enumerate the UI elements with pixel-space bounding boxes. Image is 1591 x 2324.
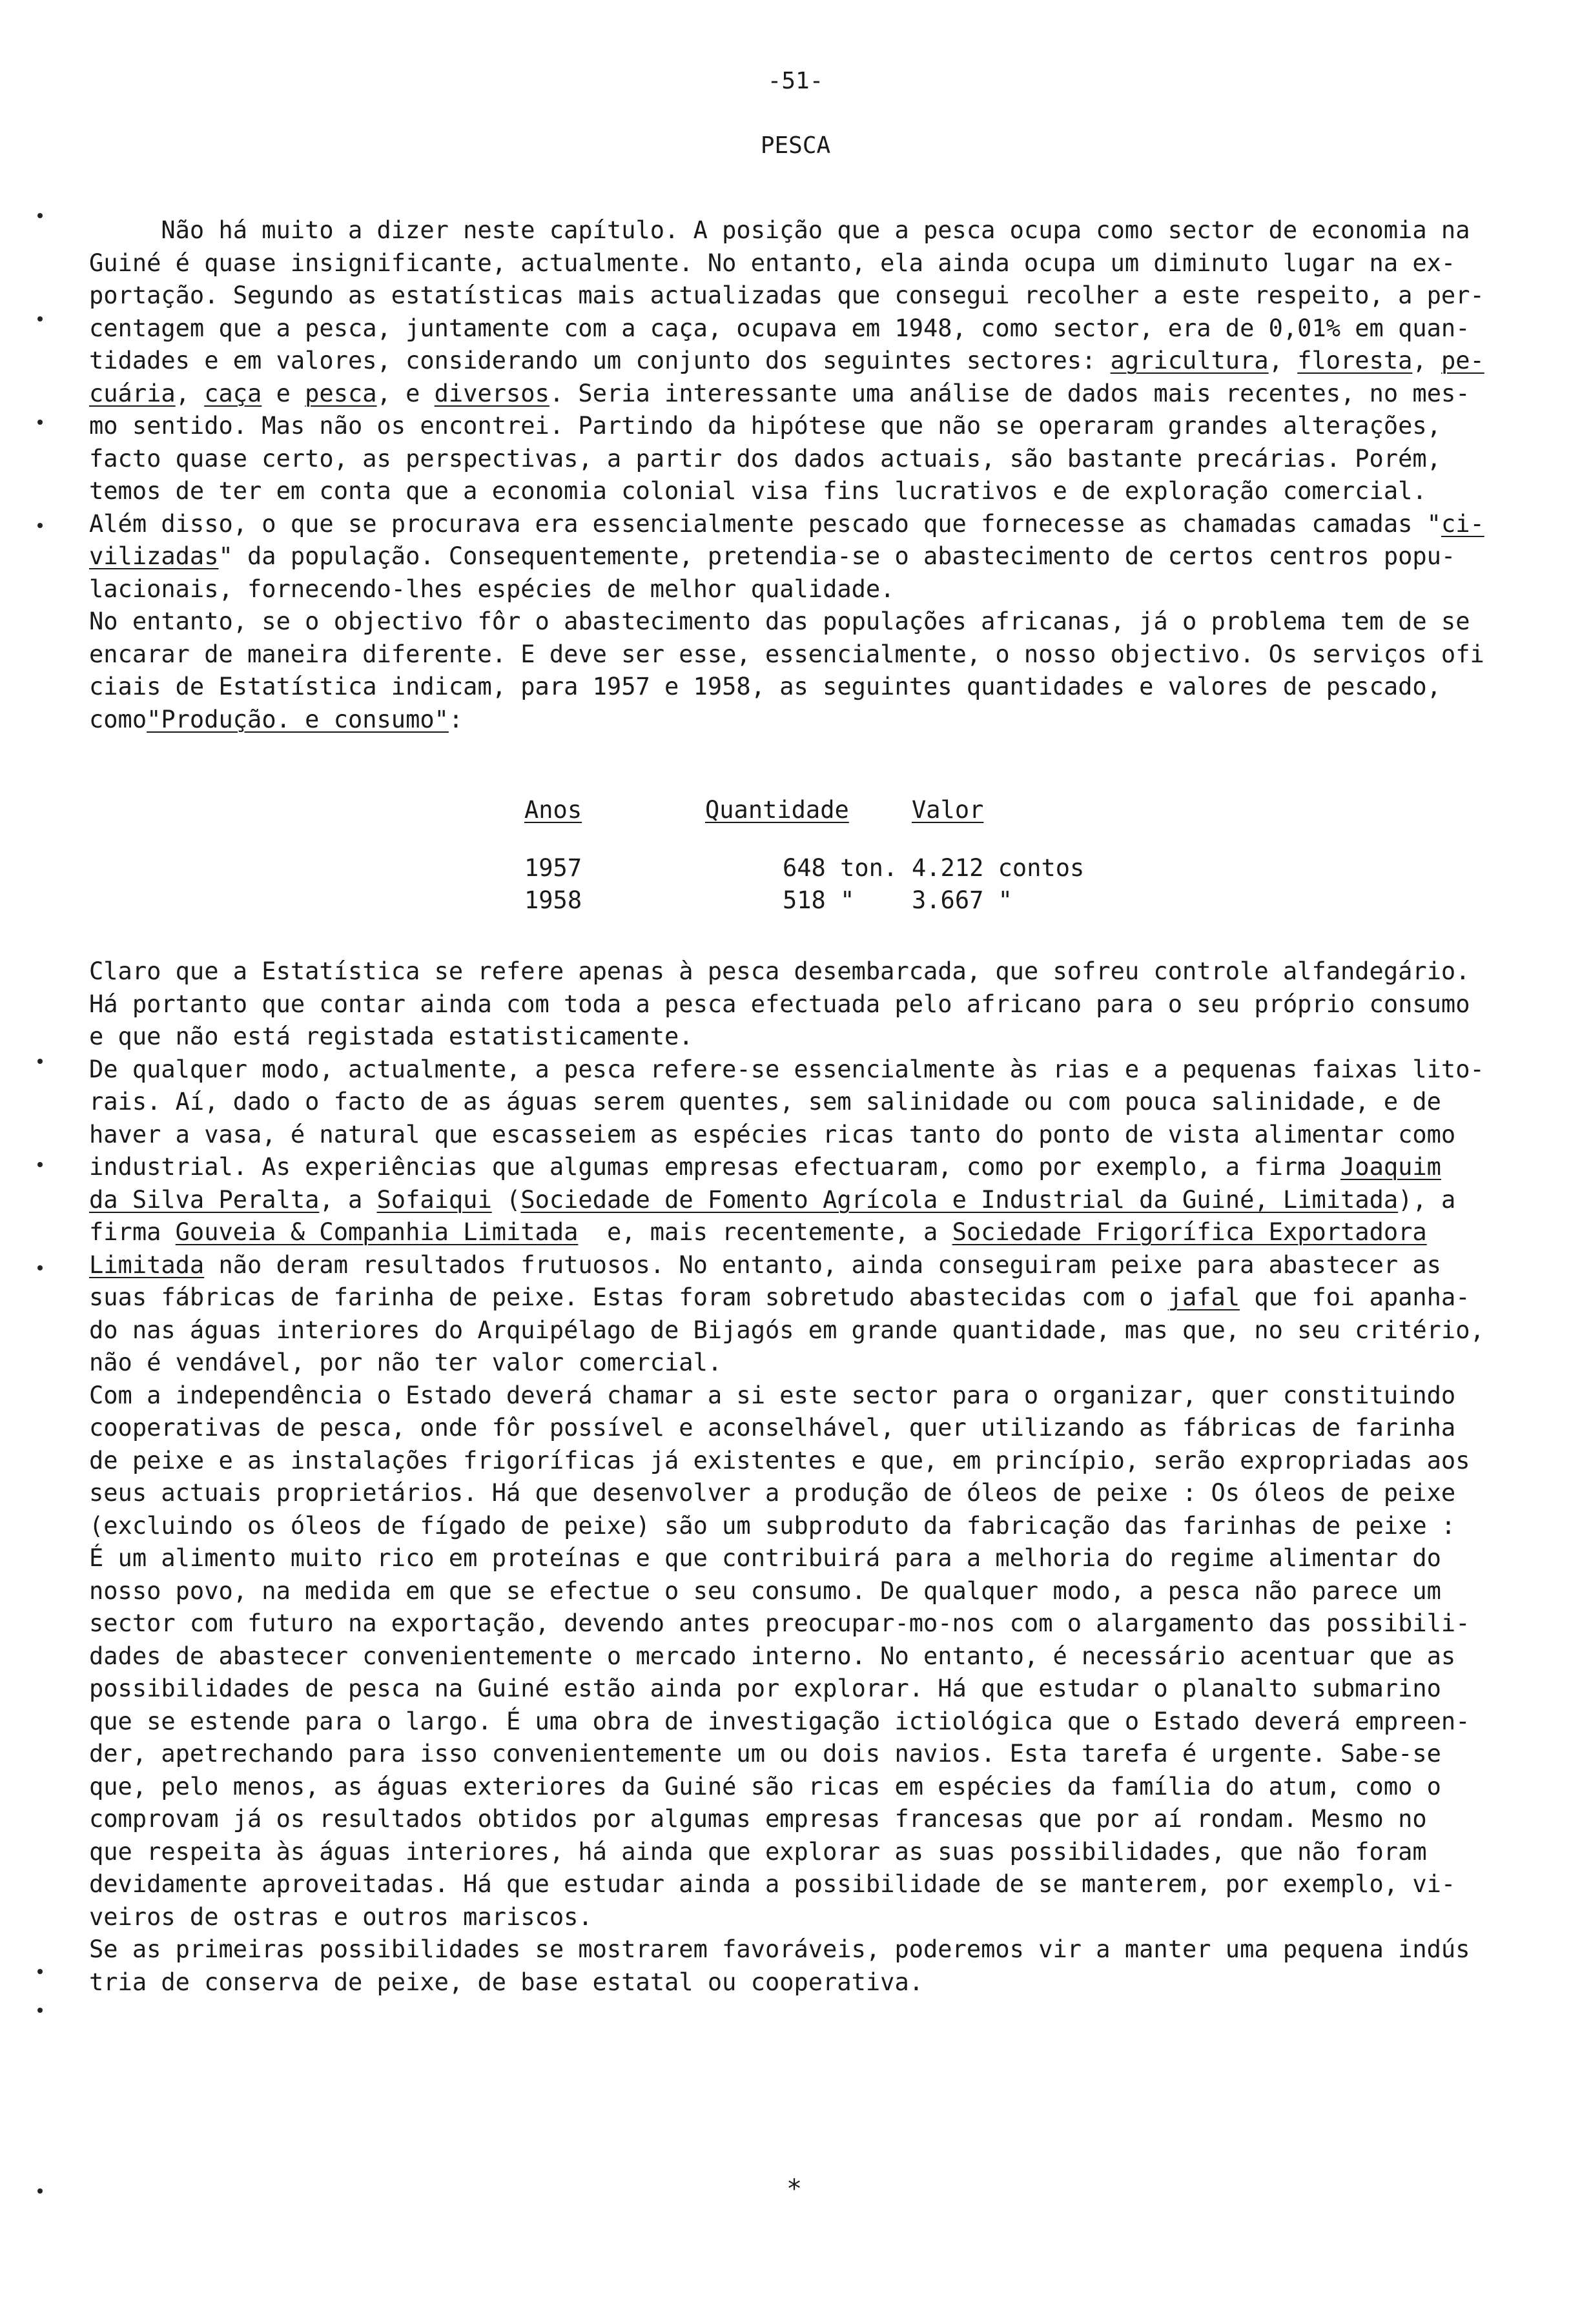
text-fragment: ( — [491, 1185, 521, 1214]
text-line: Claro que a Estatística se refere apenas à pesca desembarcada, que sofreu controle alfandegário. — [89, 957, 1470, 985]
text-fragment: ), a — [1398, 1185, 1456, 1214]
margin-dot — [37, 316, 43, 321]
text-line: Há portanto que contar ainda com toda a pesca efectuada pelo africano para o seu próprio consumo — [89, 990, 1470, 1018]
underlined-term: Limitada — [89, 1250, 205, 1279]
underlined-term: da Silva Peralta — [89, 1185, 320, 1214]
text-line: cooperativas de pesca, onde fôr possível e aconselhável, quer utilizando as fábricas de farinha — [89, 1414, 1456, 1442]
underlined-term: ci- — [1441, 509, 1484, 538]
text-line: centagem que a pesca, juntamente com a caça, ocupava em 1948, como sector, era de 0,01% em quan- — [89, 314, 1470, 342]
text-fragment: firma — [89, 1218, 176, 1246]
text-line: lacionais, fornecendo-lhes espécies de melhor qualidade. — [89, 575, 895, 603]
text-fragment: não deram resultados frutuosos. No entanto, ainda conseguiram peixe para abastecer as — [204, 1250, 1441, 1279]
table-row — [524, 884, 1157, 917]
text-line: facto quase certo, as perspectivas, a partir dos dados actuais, são bastante precárias. Porém, — [89, 444, 1441, 473]
table-cell-year: 1958 — [524, 886, 582, 914]
text-line: haver a vasa, é natural que escasseiem as espécies ricas tanto do ponto de vista alimentar como — [89, 1120, 1456, 1148]
text-line: nosso povo, na medida em que se efectue o seu consumo. De qualquer modo, a pesca não parece um — [89, 1576, 1441, 1605]
text-line: der, apetrechando para isso convenientemente um ou dois navios. Esta tarefa é urgente. Sabe-se — [89, 1740, 1441, 1768]
table-cell-value: 3.667 " — [912, 886, 1012, 914]
text-line: temos de ter em conta que a economia colonial visa fins lucrativos e de exploração comercial. — [89, 477, 1427, 505]
text-fragment: industrial. As experiências que algumas empresas efectuaram, como por exemplo, a firma — [89, 1153, 1341, 1181]
text-line: rais. Aí, dado o facto de as águas serem quentes, sem salinidade ou com pouca salinidade, e de — [89, 1088, 1441, 1116]
table-header-quantity: Quantidade — [705, 796, 849, 824]
margin-dot — [37, 2188, 43, 2194]
text-line: (excluindo os óleos de fígado de peixe) são um subproduto da fabricação das farinhas de peixe : — [89, 1511, 1456, 1540]
text-fragment: , e — [376, 379, 435, 407]
text-line: e que não está registada estatisticamente. — [89, 1023, 693, 1050]
text-line: Se as primeiras possibilidades se mostrarem favoráveis, poderemos vir a manter uma pequena indús — [89, 1935, 1470, 1963]
text-line: que, pelo menos, as águas exteriores da Guiné são ricas em espécies da família do atum, como o — [89, 1772, 1441, 1800]
page-number: -51- — [767, 68, 824, 94]
text-line: veiros de ostras e outros mariscos. — [89, 1902, 593, 1931]
text-line: possibilidades de pesca na Guiné estão ainda por explorar. Há que estudar o planalto submarino — [89, 1675, 1441, 1702]
underlined-term: "Produção. e consumo" — [147, 705, 449, 733]
text-line: sector com futuro na exportação, devendo antes preocupar-mo-nos com o alargamento das possibili- — [89, 1609, 1470, 1637]
underlined-term: pesca — [305, 379, 377, 407]
text-line: de peixe e as instalações frigoríficas já existentes e que, em princípio, serão expropriadas aos — [89, 1446, 1470, 1474]
table-header-value: Valor — [912, 796, 984, 824]
text-line: Não há muito a dizer neste capítulo. A posição que a pesca ocupa como sector de economia na — [89, 216, 1470, 244]
margin-dot — [37, 1969, 43, 1974]
text-line: É um alimento muito rico em proteínas e que contribuirá para a melhoria do regime alimentar do — [89, 1544, 1441, 1572]
margin-dot — [37, 1265, 43, 1270]
underlined-term: jafal — [1167, 1283, 1240, 1311]
underlined-term: diversos — [434, 379, 549, 407]
margin-dot — [37, 213, 43, 218]
text-line: do nas águas interiores do Arquipélago de Bijagós em grande quantidade, mas que, no seu critério, — [89, 1316, 1484, 1344]
text-line: Guiné é quase insignificante, actualmente. No entanto, ela ainda ocupa um diminuto lugar na ex- — [89, 249, 1456, 277]
margin-dot — [37, 2008, 43, 2013]
underlined-term: pe- — [1441, 347, 1484, 374]
end-mark: * — [786, 2174, 803, 2204]
text-fragment: . Seria interessante uma análise de dados mais recentes, no mes- — [549, 379, 1470, 407]
text-line: que se estende para o largo. É uma obra de investigação ictiológica que o Estado deverá empreen- — [89, 1707, 1470, 1735]
text-line: tidades e em valores, considerando um conjunto dos seguintes sectores: — [89, 347, 1111, 374]
text-fragment: " da população. Consequentemente, pretendia-se o abastecimento de certos centros popu- — [218, 542, 1456, 570]
underlined-term: caça — [204, 379, 262, 407]
text-fragment: e — [262, 379, 305, 407]
text-fragment: como — [89, 705, 147, 733]
underlined-term: vilizadas — [89, 542, 219, 570]
section-title: PESCA — [760, 132, 831, 159]
fish-production-table — [524, 794, 1157, 917]
main-paragraph — [89, 955, 1555, 1999]
table-header-years: Anos — [524, 796, 582, 824]
underlined-term: Sofaiqui — [376, 1185, 492, 1214]
text-line: não é vendável, por não ter valor comercial. — [89, 1349, 723, 1376]
text-fragment: , — [1412, 347, 1441, 374]
text-fragment: , — [1268, 347, 1298, 374]
text-fragment: , — [175, 379, 205, 407]
underlined-term: Sociedade de Fomento Agrícola e Industrial da Guiné, Limitada — [520, 1185, 1399, 1214]
text-line: seus actuais proprietários. Há que desenvolver a produção de óleos de peixe : Os óleos de peixe — [89, 1479, 1456, 1507]
text-line: mo sentido. Mas não os encontrei. Partindo da hipótese que não se operaram grandes alterações, — [89, 412, 1441, 440]
text-line: De qualquer modo, actualmente, a pesca refere-se essencialmente às rias e a pequenas faixas lito- — [89, 1055, 1484, 1083]
underlined-term: floresta — [1297, 347, 1413, 374]
text-fragment: , a — [319, 1185, 377, 1214]
text-line: que respeita às águas interiores, há ainda que explorar as suas possibilidades, que não foram — [89, 1837, 1427, 1866]
text-line: tria de conserva de peixe, de base estatal ou cooperativa. — [89, 1968, 924, 1996]
text-line: ciais de Estatística indicam, para 1957 e 1958, as seguintes quantidades e valores de pescado, — [89, 673, 1441, 700]
underlined-term: Gouveia & Companhia Limitada — [175, 1218, 579, 1246]
text-line: Com a independência o Estado deverá chamar a si este sector para o organizar, quer constituindo — [89, 1381, 1456, 1409]
table-cell-quantity: 648 ton. — [783, 854, 898, 882]
underlined-term: agricultura — [1110, 347, 1269, 374]
margin-dot — [37, 1059, 43, 1064]
margin-dot — [37, 1162, 43, 1167]
text-line: portação. Segundo as estatísticas mais actualizadas que consegui recolher a este respeito, a per- — [89, 281, 1484, 309]
margin-dot — [37, 523, 43, 528]
text-fragment: que foi apanha- — [1240, 1283, 1470, 1311]
table-cell-quantity: 518 " — [783, 886, 855, 914]
text-line: devidamente aproveitadas. Há que estudar ainda a possibilidade de se manterem, por exemplo, vi- — [89, 1870, 1456, 1898]
text-fragment: : — [448, 705, 464, 733]
underlined-term: Sociedade Frigorífica Exportadora — [952, 1218, 1427, 1246]
table-header-row — [524, 794, 1157, 826]
table-cell-value: 4.212 contos — [912, 854, 1085, 882]
text-line: No entanto, se o objectivo fôr o abastecimento das populações africanas, já o problema tem de se — [89, 607, 1470, 635]
text-line: comprovam já os resultados obtidos por algumas empresas francesas que por aí rondam. Mesmo no — [89, 1805, 1427, 1833]
underlined-term: cuária — [89, 379, 176, 407]
margin-dot — [37, 420, 43, 425]
text-line: dades de abastecer convenientemente o mercado interno. No entanto, é necessário acentuar que as — [89, 1642, 1456, 1670]
intro-paragraph — [89, 214, 1555, 736]
text-line: Além disso, o que se procurava era essencialmente pescado que fornecesse as chamadas camadas " — [89, 509, 1441, 538]
text-fragment: e, mais recentemente, a — [578, 1218, 952, 1246]
underlined-term: Joaquim — [1340, 1153, 1441, 1181]
text-fragment: suas fábricas de farinha de peixe. Estas foram sobretudo abastecidas com o — [89, 1283, 1168, 1311]
table-cell-year: 1957 — [524, 854, 582, 882]
text-line: encarar de maneira diferente. E deve ser esse, essencialmente, o nosso objectivo. Os serviços ofi — [89, 640, 1484, 668]
table-row — [524, 852, 1157, 884]
